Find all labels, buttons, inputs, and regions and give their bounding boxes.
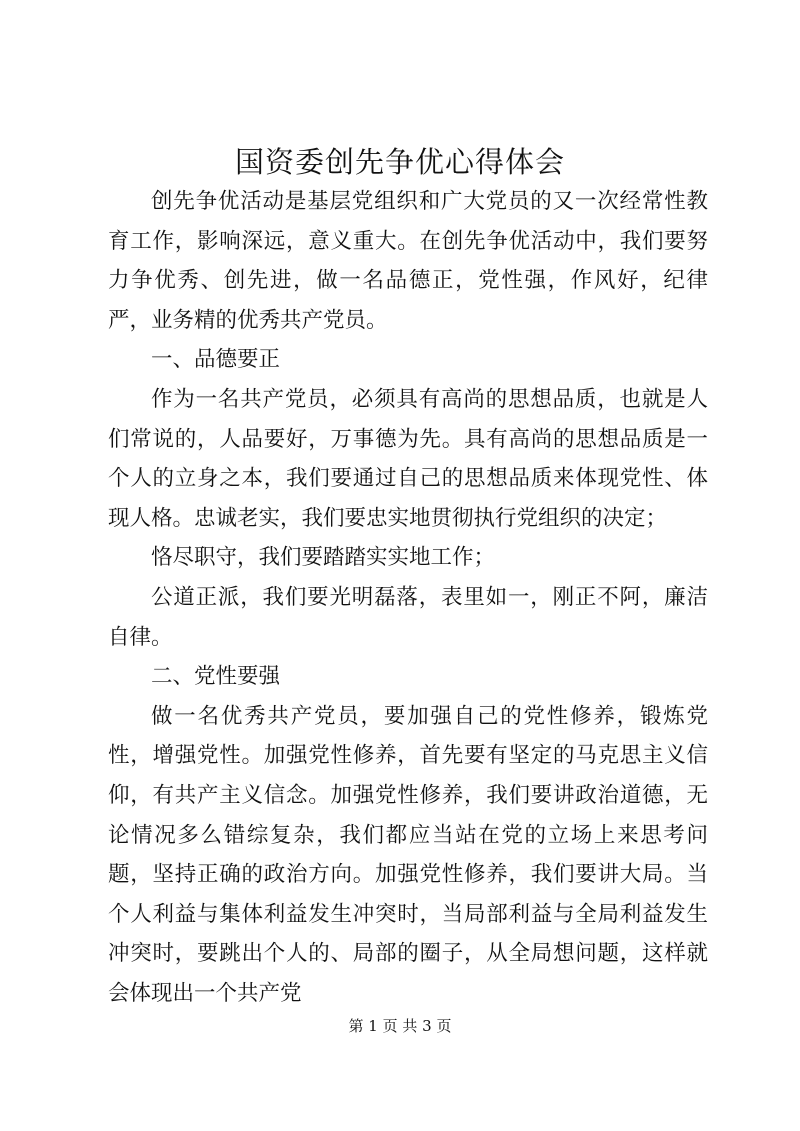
paragraph-2: 恪尽职守，我们要踏踏实实地工作； (151, 545, 496, 571)
section-heading-1: 一、品德要正 (151, 347, 281, 373)
page-footer: 第 1 页 共 3 页 (348, 1017, 452, 1035)
document-title: 国资委创先争优心得体会 (234, 145, 565, 179)
document-body (108, 182, 708, 1013)
paragraph-intro: 创先争优活动是基层党组织和广大党员的又一次经常性教育工作，影响深远，意义重大。在创先争优活动中，我们要努力争优秀、创先进，做一名品德正，党性强，作风好，纪律严，业务精的优秀共产党员。 (108, 189, 708, 333)
paragraph-1: 作为一名共产党员，必须具有高尚的思想品质，也就是人们常说的，人品要好，万事德为先。具有高尚的思想品质是一个人的立身之本，我们要通过自己的思想品质来体现党性、体现人格。忠诚老实，我们要忠实地贯彻执行党组织的决定； (108, 386, 708, 531)
section-heading-2: 二、党性要强 (151, 664, 281, 690)
paragraph-3: 公道正派，我们要光明磊落，表里如一，刚正不阿，廉洁自律。 (108, 584, 708, 650)
paragraph-4: 做一名优秀共产党员，要加强自己的党性修养，锻炼党性，增强党性。加强党性修养，首先要有坚定的马克思主义信仰，有共产主义信念。加强党性修养，我们要讲政治道德，无论情况多么错综复杂，我们都应当站在党的立场上来思考问题，坚持正确的政治方向。加强党性修养，我们要讲大局。当个人利益与集体利益发生冲突时，当局部利益与全局利益发生冲突时，要跳出个人的、局部的圈子，从全局想问题，这样就会体现出一个共产党 (108, 703, 708, 1006)
